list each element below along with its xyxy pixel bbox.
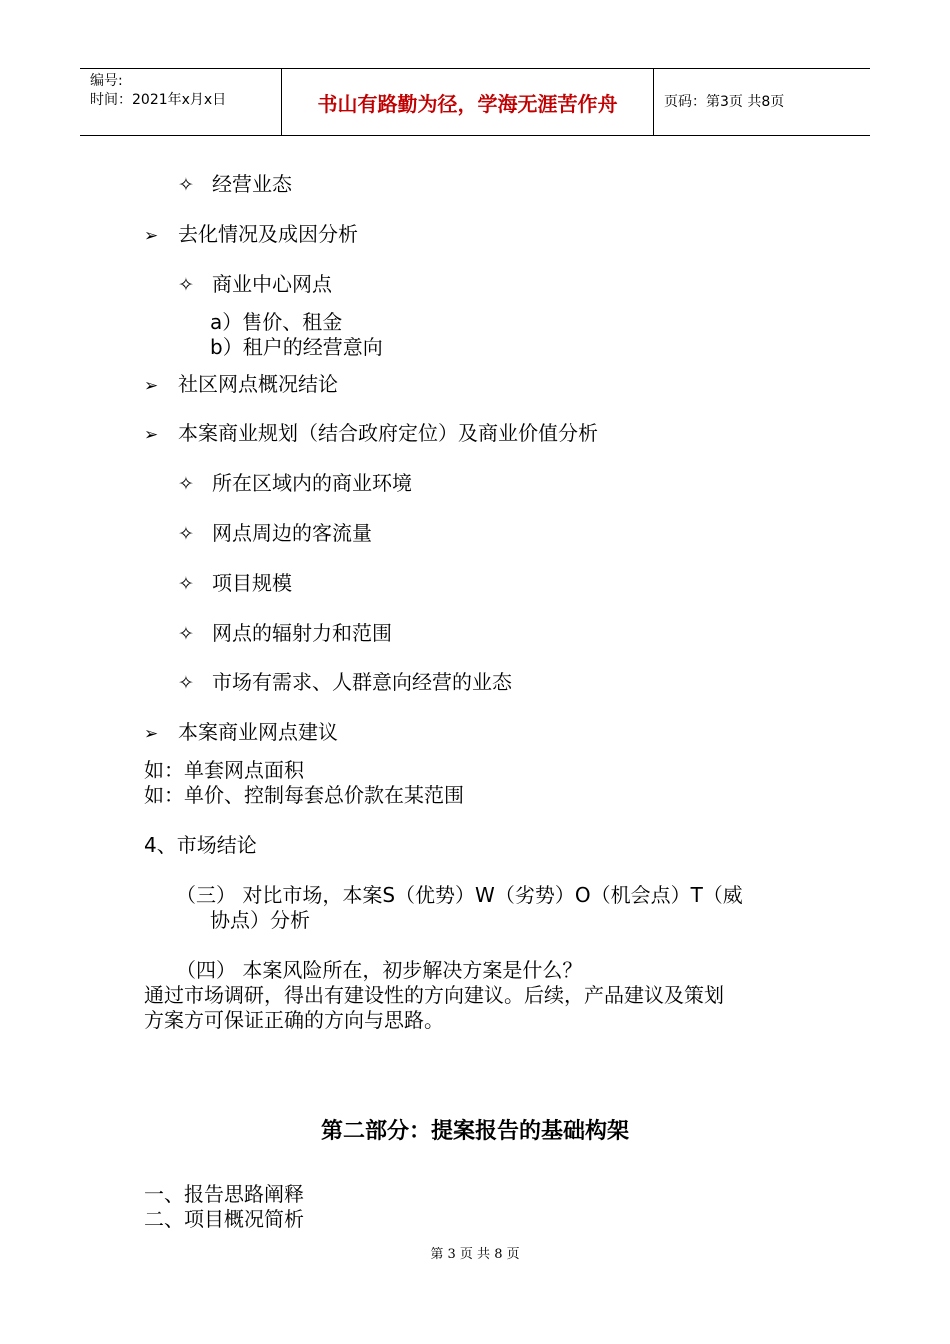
page-header-table	[80, 68, 870, 136]
example-line: 如：单套网点面积	[144, 758, 304, 782]
subsection-line: （四） 本案风险所在，初步解决方案是什么？	[176, 958, 583, 982]
diamond-bullet-icon: ✧	[178, 174, 194, 196]
subsection-line: （三） 对比市场，本案S（优势）W（劣势）O（机会点）T（威	[176, 883, 743, 907]
bullet-item	[144, 420, 598, 448]
page-footer: 第 3 页 共 8 页	[430, 1247, 520, 1262]
sub-bullet-item	[178, 669, 512, 696]
paragraph-line: 方案方可保证正确的方向与思路。	[144, 1008, 444, 1032]
diamond-bullet-icon: ✧	[178, 523, 194, 545]
header-page-cell	[654, 69, 870, 135]
document-time-label: 时间：2021年x月x日	[90, 92, 227, 108]
item-text: 商业中心网点	[212, 272, 332, 296]
section-line: 4、市场结论	[144, 833, 257, 857]
bullet-item	[144, 719, 338, 747]
diamond-bullet-icon: ✧	[178, 473, 194, 495]
item-text: 本案商业规划（结合政府定位）及商业价值分析	[178, 421, 598, 445]
part-heading: 第二部分：提案报告的基础构架	[320, 1119, 629, 1144]
item-text: 社区网点概况结论	[178, 372, 338, 396]
header-motto: 书山有路勤为径，学海无涯苦作舟	[317, 92, 618, 116]
outline-line: 二、项目概况简析	[144, 1207, 304, 1231]
sub-bullet-item	[178, 271, 332, 298]
arrow-bullet-icon: ➢	[144, 425, 159, 445]
document-number-label: 编号:	[90, 73, 123, 89]
item-text: 去化情况及成因分析	[178, 222, 358, 246]
header-page-number: 页码：第3页 共8页	[664, 94, 785, 110]
example-line: 如：单价、控制每套总价款在某范围	[144, 783, 464, 807]
paragraph-line: 通过市场调研，得出有建设性的方向建议。后续，产品建议及策划	[144, 983, 724, 1007]
sub-bullet-item	[178, 570, 292, 597]
outline-line: 一、报告思路阐释	[144, 1182, 304, 1206]
diamond-bullet-icon: ✧	[178, 274, 194, 296]
bullet-item	[144, 371, 338, 399]
sub-list-item: b）租户的经营意向	[210, 335, 383, 359]
diamond-bullet-icon: ✧	[178, 672, 194, 694]
bullet-item	[144, 221, 358, 249]
sub-list-item: a）售价、租金	[210, 310, 343, 334]
item-text: 本案商业网点建议	[178, 720, 338, 744]
sub-bullet-item	[178, 171, 292, 198]
item-text: 项目规模	[212, 571, 292, 595]
sub-bullet-item	[178, 470, 412, 497]
arrow-bullet-icon: ➢	[144, 226, 159, 246]
item-text: 网点的辐射力和范围	[212, 621, 392, 645]
sub-bullet-item	[178, 520, 372, 547]
diamond-bullet-icon: ✧	[178, 623, 194, 645]
arrow-bullet-icon: ➢	[144, 376, 159, 396]
item-text: 网点周边的客流量	[212, 521, 372, 545]
diamond-bullet-icon: ✧	[178, 573, 194, 595]
header-info-cell	[80, 69, 282, 135]
header-motto-cell	[282, 69, 654, 135]
subsection-line-continued: 协点）分析	[210, 908, 310, 932]
item-text: 市场有需求、人群意向经营的业态	[212, 670, 512, 694]
arrow-bullet-icon: ➢	[144, 724, 159, 744]
sub-bullet-item	[178, 620, 392, 647]
item-text: 经营业态	[212, 172, 292, 196]
item-text: 所在区域内的商业环境	[212, 471, 412, 495]
